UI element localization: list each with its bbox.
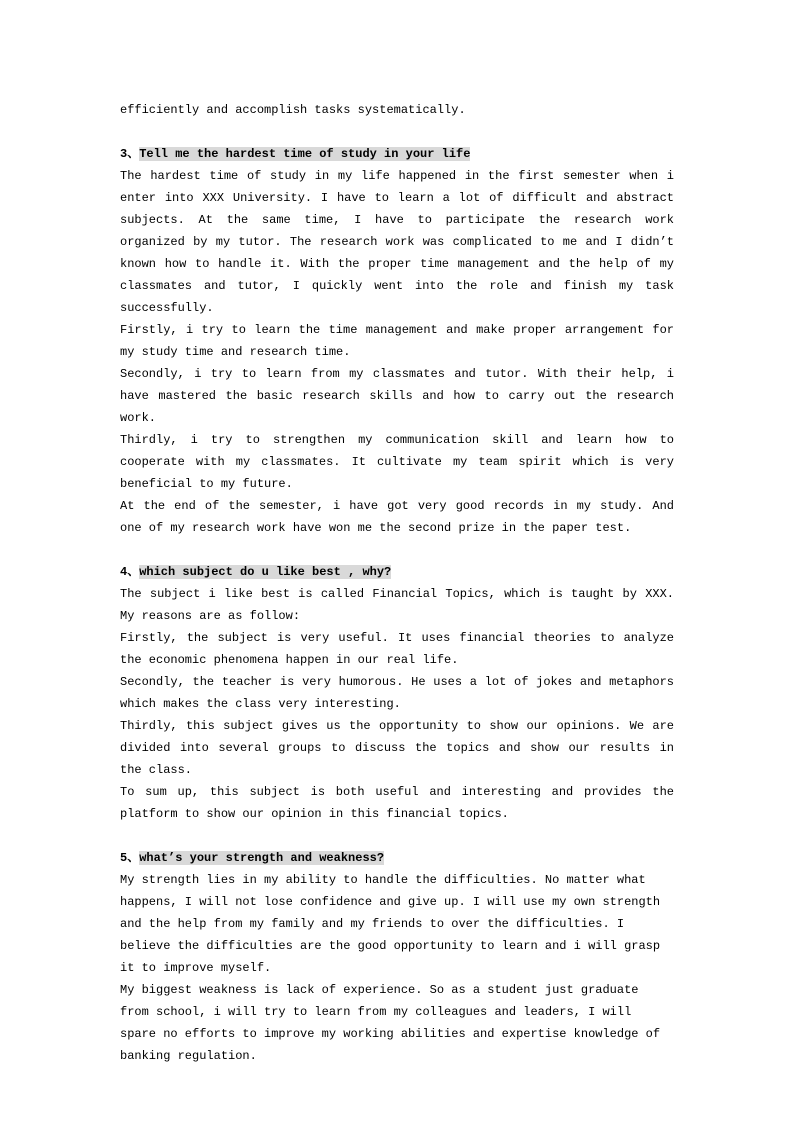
question-4-paragraph: Secondly, the teacher is very humorous. He uses a lot of jokes and metaphors which makes the class very interesting. [120, 675, 674, 711]
question-5-title: what’s your strength and weakness? [139, 851, 385, 865]
intro-tail-text: efficiently and accomplish tasks systematically. [120, 103, 466, 117]
question-4-paragraph: Firstly, the subject is very useful. It uses financial theories to analyze the economic phenomena happen in our real life. [120, 631, 674, 667]
question-5-heading [120, 847, 674, 869]
question-4-paragraph: The subject i like best is called Financial Topics, which is taught by XXX. My reasons are as follow: [120, 587, 674, 623]
question-3-heading [120, 143, 674, 165]
question-3-paragraph: Secondly, i try to learn from my classmates and tutor. With their help, i have mastered the basic research skills and how to carry out the research work. [120, 367, 674, 425]
document-page [120, 99, 674, 1067]
question-3-paragraph: Firstly, i try to learn the time management and make proper arrangement for my study time and research time. [120, 323, 674, 359]
question-4-title: which subject do u like best , why? [139, 565, 392, 579]
question-3-title: Tell me the hardest time of study in your life [139, 147, 471, 161]
question-5-paragraph: My strength lies in my ability to handle the difficulties. No matter what happens, I will not lose confidence and give up. I will use my own strength and the help from my family and my friends to over the difficulties. I believe the difficulties are the good opportunity to learn and i will grasp it to improve myself. [120, 873, 661, 975]
question-4-heading [120, 561, 674, 583]
question-5-paragraph: My biggest weakness is lack of experience. So as a student just graduate from school, i will try to learn from my colleagues and leaders, I will spare no efforts to improve my working abilities and expertise knowledge of banking regulation. [120, 983, 661, 1063]
section-gap [120, 825, 674, 847]
question-3-number: 3、 [120, 147, 140, 161]
question-5-number: 5、 [120, 851, 140, 865]
question-3-paragraph: At the end of the semester, i have got very good records in my study. And one of my research work have won me the second prize in the paper test. [120, 499, 674, 535]
question-4-number: 4、 [120, 565, 140, 579]
section-gap [120, 121, 674, 143]
question-4-paragraph: Thirdly, this subject gives us the opportunity to show our opinions. We are divided into several groups to discuss the topics and show our results in the class. [120, 719, 674, 777]
question-3-paragraph: The hardest time of study in my life happened in the first semester when i enter into XXX University. I have to learn a lot of difficult and abstract subjects. At the same time, I have to participate the research work organized by my tutor. The research work was complicated to me and I didn’t known how to handle it. With the proper time management and the help of my classmates and tutor, I quickly went into the role and finish my task successfully. [120, 169, 674, 315]
section-gap [120, 539, 674, 561]
question-4-paragraph: To sum up, this subject is both useful and interesting and provides the platform to show our opinion in this financial topics. [120, 785, 674, 821]
question-3-paragraph: Thirdly, i try to strengthen my communication skill and learn how to cooperate with my classmates. It cultivate my team spirit which is very beneficial to my future. [120, 433, 674, 491]
